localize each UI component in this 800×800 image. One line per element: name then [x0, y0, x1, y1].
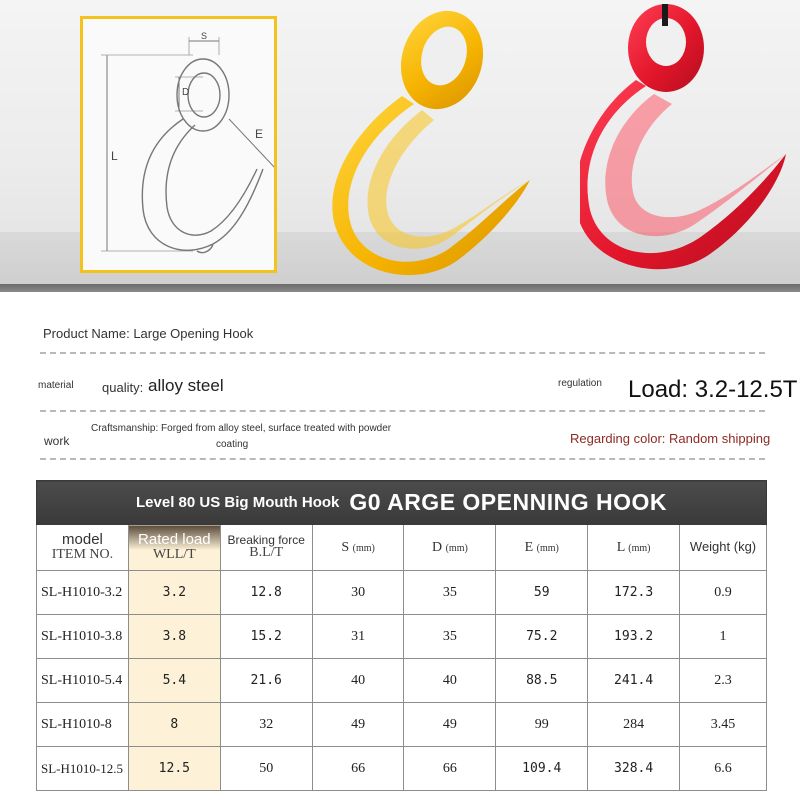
cell-d: 66	[404, 747, 496, 791]
material-label: material	[38, 380, 74, 391]
cell-model: SL-H1010-12.5	[37, 747, 129, 791]
table-title-left: Level 80 US Big Mouth Hook	[136, 494, 340, 511]
regulation-label: regulation	[558, 378, 602, 389]
cell-weight: 2.3	[680, 659, 767, 703]
cell-wll: 3.2	[128, 571, 220, 615]
cell-e: 109.4	[496, 747, 588, 791]
header-s-label: S	[341, 539, 350, 555]
header-d-unit: (mm)	[445, 542, 468, 554]
color-note: Regarding color: Random shipping	[570, 431, 771, 446]
cell-weight: 1	[680, 615, 767, 659]
cell-wll: 12.5	[128, 747, 220, 791]
table-row	[37, 615, 767, 659]
cell-l: 172.3	[588, 571, 680, 615]
cell-model: SL-H1010-5.4	[37, 659, 129, 703]
cell-l: 193.2	[588, 615, 680, 659]
divider	[40, 352, 765, 354]
header-s	[312, 525, 404, 571]
header-breaking-force	[220, 525, 312, 571]
cell-bl: 21.6	[220, 659, 312, 703]
header-rated-bottom: WLL/T	[152, 547, 196, 563]
header-breaking-bottom: B.L/T	[249, 545, 284, 561]
header-e	[496, 525, 588, 571]
quality-value: alloy steel	[148, 376, 224, 395]
load-text: Load: 3.2-12.5T	[628, 376, 798, 403]
header-weight	[680, 525, 767, 571]
divider	[40, 458, 765, 460]
header-l	[588, 525, 680, 571]
cell-d: 40	[404, 659, 496, 703]
header-rated-top: Rated load	[138, 531, 211, 549]
cell-l: 284	[588, 703, 680, 747]
header-weight-label: Weight (kg)	[689, 539, 757, 554]
cell-weight: 0.9	[680, 571, 767, 615]
cell-l: 328.4	[588, 747, 680, 791]
cell-d: 49	[404, 703, 496, 747]
cell-d: 35	[404, 571, 496, 615]
hook-outline-drawing	[83, 19, 274, 270]
cell-s: 66	[312, 747, 404, 791]
cell-l: 241.4	[588, 659, 680, 703]
header-d	[404, 525, 496, 571]
header-l-label: L	[616, 539, 625, 555]
quality-label: quality:	[102, 380, 144, 395]
cell-bl: 12.8	[220, 571, 312, 615]
cell-e: 75.2	[496, 615, 588, 659]
product-photo-band	[0, 0, 800, 292]
cell-bl: 15.2	[220, 615, 312, 659]
cell-weight: 3.45	[680, 703, 767, 747]
table-header-row	[37, 525, 767, 571]
cell-s: 40	[312, 659, 404, 703]
yellow-hook-image	[330, 8, 540, 278]
cell-wll: 8	[128, 703, 220, 747]
header-l-unit: (mm)	[628, 542, 651, 554]
header-model-top: model	[62, 531, 103, 549]
cell-weight: 6.6	[680, 747, 767, 791]
specification-table	[36, 480, 767, 791]
header-rated-load	[128, 525, 220, 571]
table-row	[37, 571, 767, 615]
header-e-unit: (mm)	[536, 542, 559, 554]
dim-label-e: E	[255, 127, 264, 141]
dimension-diagram	[80, 16, 277, 273]
cell-s: 30	[312, 571, 404, 615]
cell-s: 49	[312, 703, 404, 747]
table-title-right: G0 ARGE OPENNING HOOK	[349, 489, 667, 515]
dim-label-l: L	[111, 149, 118, 163]
header-d-label: D	[431, 539, 443, 555]
cell-bl: 50	[220, 747, 312, 791]
cell-bl: 32	[220, 703, 312, 747]
table-row	[37, 747, 767, 791]
table-row	[37, 659, 767, 703]
divider	[40, 410, 765, 412]
header-model	[37, 525, 129, 571]
cell-d: 35	[404, 615, 496, 659]
product-info-section	[0, 292, 800, 472]
cell-e: 59	[496, 571, 588, 615]
table-title-row	[37, 481, 767, 525]
table-row	[37, 703, 767, 747]
cell-wll: 5.4	[128, 659, 220, 703]
cell-wll: 3.8	[128, 615, 220, 659]
cell-model: SL-H1010-8	[37, 703, 129, 747]
craftsmanship-line-1: Craftsmanship: Forged from alloy steel, surface treated with powder	[91, 423, 392, 434]
header-breaking-top: Breaking force	[227, 532, 305, 547]
header-e-label: E	[524, 539, 534, 555]
product-name: Product Name: Large Opening Hook	[43, 326, 254, 341]
header-model-bottom: ITEM NO.	[51, 547, 114, 563]
cell-model: SL-H1010-3.8	[37, 615, 129, 659]
cell-s: 31	[312, 615, 404, 659]
cell-e: 99	[496, 703, 588, 747]
dim-label-s: S	[201, 31, 208, 41]
cell-model: SL-H1010-3.2	[37, 571, 129, 615]
photo-bottom-rule	[0, 284, 800, 292]
cell-e: 88.5	[496, 659, 588, 703]
dim-label-d: D	[182, 87, 190, 98]
table-title	[37, 481, 767, 525]
craftsmanship-line-2: coating	[216, 439, 249, 450]
work-label: work	[44, 434, 70, 448]
red-hook-image	[580, 4, 792, 278]
header-s-unit: (mm)	[352, 542, 375, 554]
